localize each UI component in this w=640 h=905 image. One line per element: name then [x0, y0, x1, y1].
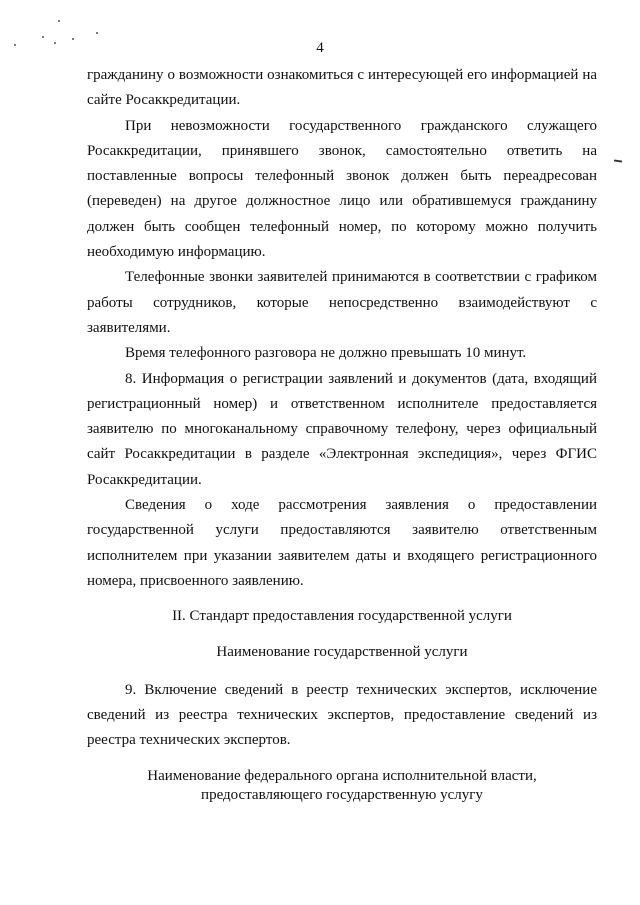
paragraph-9-service-name: 9. Включение сведений в реестр технических экспертов, исключение сведений из реестра технических экспертов, предоставление сведений из реестра технических экспертов. [87, 681, 597, 749]
paragraph-8-registration-info: 8. Информация о регистрации заявлений и документов (дата, входящий регистрационный номер) и ответственном исполнителе предоставляется заявителю по многоканальному справочному телефону, через официальный сайт Росаккредитации в разделе «Электронная экспедиция», через ФГИС Росаккредитации. [87, 370, 597, 488]
document-body [87, 63, 597, 805]
paragraph-review-status: Сведения о ходе рассмотрения заявления о предоставлении государственной услуги предоставляются заявителю ответственным исполнителем при указании заявителем даты и входящего регистрационного номера, присвоенного заявлению. [87, 497, 597, 589]
subheading-authority [87, 767, 597, 805]
subheading-authority-line1: Наименование федерального органа исполнительной власти, [147, 767, 537, 784]
paragraph-call-redirect: При невозможности государственного гражданского служащего Росаккредитации, принявшего звонок, самостоятельно ответить на поставленные вопросы телефонный звонок должен быть переадресован (переведен) на другое должностное лицо или обратившемуся гражданину должен быть сообщен телефонный номер, по которому можно получить необходимую информацию. [87, 117, 597, 261]
page-number: 4 [316, 40, 324, 56]
scan-edge-mark [614, 159, 622, 162]
scan-speck [42, 36, 44, 38]
scan-speck [96, 32, 98, 34]
subheading-service-name: Наименование государственной услуги [216, 643, 468, 660]
section-heading: II. Стандарт предоставления государственной услуги [172, 608, 512, 625]
paragraph-continuation: гражданину о возможности ознакомиться с интересующей его информацией на сайте Росаккредитации. [87, 67, 597, 109]
paragraph-call-schedule: Телефонные звонки заявителей принимаются в соответствии с графиком работы сотрудников, которые непосредственно взаимодействуют с заявителями. [87, 269, 597, 336]
scan-speck [58, 20, 60, 22]
paragraph-call-duration: Время телефонного разговора не должно превышать 10 минут. [125, 345, 527, 362]
subheading-authority-line2: предоставляющего государственную услугу [201, 786, 483, 803]
